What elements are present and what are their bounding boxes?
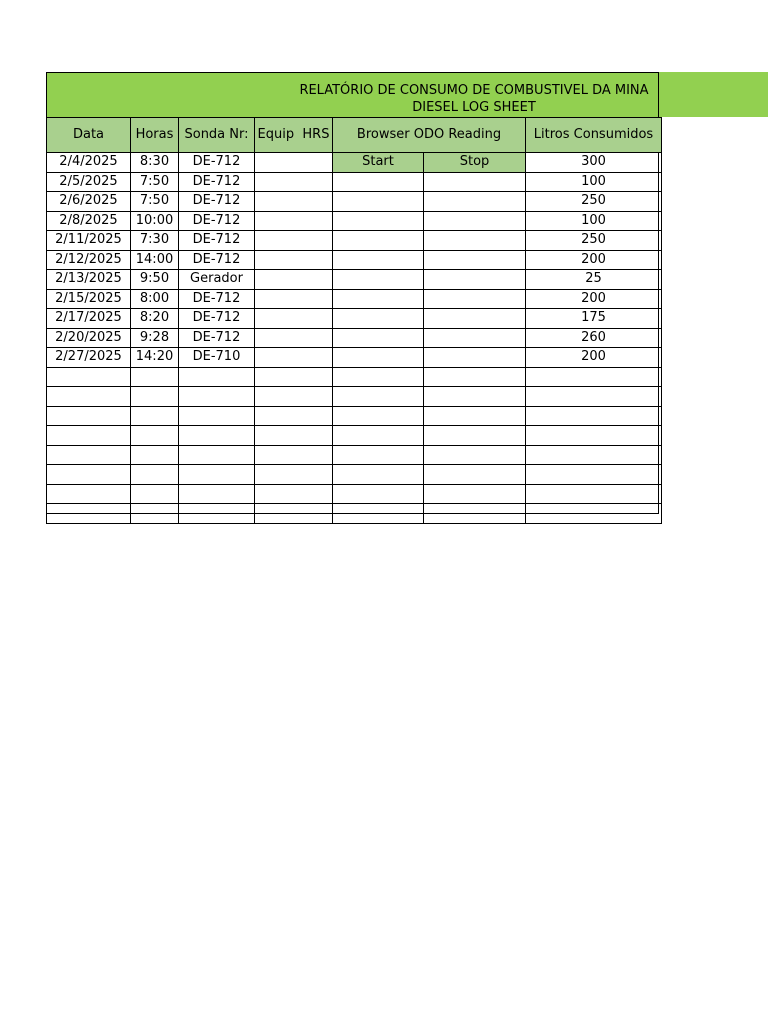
cell-sonda[interactable]: DE-712 (179, 153, 255, 173)
cell-odo-start[interactable] (333, 328, 424, 348)
table-row (47, 348, 662, 368)
cell-equip-hrs[interactable] (255, 426, 333, 446)
cell-horas[interactable]: 7:50 (131, 192, 179, 212)
log-body (47, 153, 662, 524)
table-row (47, 504, 662, 524)
cell-horas[interactable] (131, 504, 179, 524)
cell-data[interactable]: 2/11/2025 (47, 231, 131, 251)
cell-data[interactable] (47, 367, 131, 387)
cell-odo-stop[interactable] (424, 211, 526, 231)
table-row (47, 465, 662, 485)
table-row (47, 426, 662, 446)
cell-sonda[interactable] (179, 406, 255, 426)
cell-odo-start[interactable] (333, 172, 424, 192)
cell-data[interactable]: 2/4/2025 (47, 153, 131, 173)
table-row (47, 387, 662, 407)
table-row (47, 309, 662, 329)
table-row (47, 484, 662, 504)
cell-litros[interactable] (526, 406, 662, 426)
cell-odo-stop[interactable] (424, 406, 526, 426)
cell-equip-hrs[interactable] (255, 406, 333, 426)
cell-sonda[interactable]: DE-712 (179, 250, 255, 270)
cell-odo-start[interactable] (333, 445, 424, 465)
header-browser-odo: Browser ODO Reading (333, 118, 526, 153)
cell-litros[interactable] (526, 426, 662, 446)
cell-horas[interactable]: 8:00 (131, 289, 179, 309)
cell-odo-stop[interactable] (424, 328, 526, 348)
cell-odo-stop[interactable] (424, 192, 526, 212)
cell-odo-stop[interactable] (424, 426, 526, 446)
cell-data[interactable]: 2/20/2025 (47, 328, 131, 348)
cell-horas[interactable]: 8:30 (131, 153, 179, 173)
cell-data[interactable]: 2/5/2025 (47, 172, 131, 192)
cell-data[interactable] (47, 426, 131, 446)
cell-equip-hrs[interactable] (255, 328, 333, 348)
cell-odo-start[interactable] (333, 309, 424, 329)
cell-odo-start[interactable] (333, 484, 424, 504)
cell-odo-stop[interactable] (424, 387, 526, 407)
cell-sonda[interactable]: DE-712 (179, 231, 255, 251)
cell-horas[interactable] (131, 484, 179, 504)
table-row (47, 153, 662, 173)
cell-equip-hrs[interactable] (255, 172, 333, 192)
cell-data[interactable]: 2/13/2025 (47, 270, 131, 290)
cell-data[interactable]: 2/15/2025 (47, 289, 131, 309)
cell-equip-hrs[interactable] (255, 153, 333, 173)
cell-litros[interactable]: 300 (526, 153, 662, 173)
cell-horas[interactable] (131, 465, 179, 485)
cell-data[interactable] (47, 406, 131, 426)
cell-equip-hrs[interactable] (255, 348, 333, 368)
cell-horas[interactable]: 7:30 (131, 231, 179, 251)
cell-litros[interactable]: 250 (526, 192, 662, 212)
header-litros: Litros Consumidos (526, 118, 662, 153)
cell-odo-stop[interactable] (424, 289, 526, 309)
cell-equip-hrs[interactable] (255, 231, 333, 251)
cell-sonda[interactable]: DE-710 (179, 348, 255, 368)
cell-equip-hrs[interactable] (255, 192, 333, 212)
cell-sonda[interactable]: DE-712 (179, 309, 255, 329)
cell-odo-start[interactable] (333, 426, 424, 446)
cell-data[interactable] (47, 484, 131, 504)
cell-data[interactable] (47, 445, 131, 465)
cell-odo-stop[interactable] (424, 231, 526, 251)
cell-odo-stop[interactable] (424, 309, 526, 329)
cell-data[interactable] (47, 465, 131, 485)
cell-data[interactable]: 2/27/2025 (47, 348, 131, 368)
cell-horas[interactable] (131, 445, 179, 465)
cell-horas[interactable]: 8:20 (131, 309, 179, 329)
cell-horas[interactable]: 9:50 (131, 270, 179, 290)
cell-data[interactable]: 2/6/2025 (47, 192, 131, 212)
cell-sonda[interactable]: DE-712 (179, 211, 255, 231)
cell-litros[interactable] (526, 367, 662, 387)
cell-odo-start[interactable] (333, 465, 424, 485)
cell-data[interactable] (47, 387, 131, 407)
cell-odo-start[interactable] (333, 250, 424, 270)
cell-odo-start[interactable] (333, 211, 424, 231)
cell-odo-stop[interactable] (424, 172, 526, 192)
cell-data[interactable] (47, 504, 131, 524)
cell-litros[interactable] (526, 504, 662, 524)
table-row (47, 250, 662, 270)
table-row (47, 172, 662, 192)
cell-litros[interactable] (526, 484, 662, 504)
cell-sonda[interactable] (179, 426, 255, 446)
cell-sonda[interactable] (179, 387, 255, 407)
cell-litros[interactable] (526, 465, 662, 485)
table-row (47, 406, 662, 426)
cell-equip-hrs[interactable] (255, 367, 333, 387)
cell-litros[interactable]: 250 (526, 231, 662, 251)
cell-odo-stop[interactable] (424, 504, 526, 524)
cell-sonda[interactable] (179, 445, 255, 465)
header-start: Start (333, 153, 424, 173)
cell-equip-hrs[interactable] (255, 504, 333, 524)
header-sonda: Sonda Nr: (179, 118, 255, 153)
table-row (47, 211, 662, 231)
cell-odo-stop[interactable] (424, 445, 526, 465)
cell-equip-hrs[interactable] (255, 289, 333, 309)
cell-odo-start[interactable] (333, 406, 424, 426)
cell-odo-start[interactable] (333, 231, 424, 251)
table-row (47, 270, 662, 290)
header-horas: Horas (131, 118, 179, 153)
cell-horas[interactable]: 10:00 (131, 211, 179, 231)
cell-sonda[interactable]: DE-712 (179, 289, 255, 309)
cell-sonda[interactable]: DE-712 (179, 328, 255, 348)
report-title: RELATÓRIO DE CONSUMO DE COMBUSTIVEL DA MINA (299, 83, 649, 98)
cell-odo-start[interactable] (333, 504, 424, 524)
cell-odo-start[interactable] (333, 192, 424, 212)
cell-sonda[interactable] (179, 504, 255, 524)
header-stop: Stop (424, 153, 526, 173)
cell-sonda[interactable]: Gerador (179, 270, 255, 290)
cell-horas[interactable]: 14:20 (131, 348, 179, 368)
cell-horas[interactable] (131, 426, 179, 446)
cell-odo-stop[interactable] (424, 465, 526, 485)
cell-equip-hrs[interactable] (255, 445, 333, 465)
cell-odo-start[interactable] (333, 289, 424, 309)
cell-equip-hrs[interactable] (255, 309, 333, 329)
header-data: Data (47, 118, 131, 153)
cell-horas[interactable] (131, 387, 179, 407)
cell-sonda[interactable] (179, 367, 255, 387)
table-row (47, 328, 662, 348)
cell-equip-hrs[interactable] (255, 250, 333, 270)
cell-odo-stop[interactable] (424, 348, 526, 368)
cell-sonda[interactable]: DE-712 (179, 192, 255, 212)
cell-odo-stop[interactable] (424, 484, 526, 504)
cell-litros[interactable] (526, 445, 662, 465)
cell-data[interactable]: 2/17/2025 (47, 309, 131, 329)
cell-sonda[interactable]: DE-712 (179, 172, 255, 192)
header-equip-hrs: Equip HRS (255, 118, 333, 153)
cell-odo-start[interactable] (333, 387, 424, 407)
cell-data[interactable]: 2/12/2025 (47, 250, 131, 270)
table-row (47, 367, 662, 387)
cell-equip-hrs[interactable] (255, 387, 333, 407)
cell-odo-stop[interactable] (424, 250, 526, 270)
cell-odo-stop[interactable] (424, 367, 526, 387)
table-row (47, 231, 662, 251)
header-row (47, 118, 662, 153)
cell-litros[interactable]: 200 (526, 348, 662, 368)
cell-horas[interactable] (131, 367, 179, 387)
cell-litros[interactable] (526, 387, 662, 407)
cell-odo-start[interactable] (333, 348, 424, 368)
cell-odo-start[interactable] (333, 367, 424, 387)
cell-litros[interactable]: 200 (526, 289, 662, 309)
cell-horas[interactable]: 9:28 (131, 328, 179, 348)
cell-sonda[interactable] (179, 484, 255, 504)
cell-litros[interactable]: 200 (526, 250, 662, 270)
cell-litros[interactable]: 175 (526, 309, 662, 329)
table-row (47, 289, 662, 309)
cell-equip-hrs[interactable] (255, 211, 333, 231)
cell-odo-stop[interactable] (424, 270, 526, 290)
cell-litros[interactable]: 100 (526, 211, 662, 231)
cell-litros[interactable]: 260 (526, 328, 662, 348)
cell-equip-hrs[interactable] (255, 270, 333, 290)
cell-horas[interactable] (131, 406, 179, 426)
cell-equip-hrs[interactable] (255, 484, 333, 504)
cell-horas[interactable]: 7:50 (131, 172, 179, 192)
cell-litros[interactable]: 100 (526, 172, 662, 192)
cell-horas[interactable]: 14:00 (131, 250, 179, 270)
table-row (47, 445, 662, 465)
report-subtitle: DIESEL LOG SHEET (412, 100, 536, 115)
cell-odo-start[interactable] (333, 270, 424, 290)
cell-litros[interactable]: 25 (526, 270, 662, 290)
diesel-log-table (46, 117, 662, 524)
table-row (47, 192, 662, 212)
cell-equip-hrs[interactable] (255, 465, 333, 485)
cell-data[interactable]: 2/8/2025 (47, 211, 131, 231)
cell-sonda[interactable] (179, 465, 255, 485)
